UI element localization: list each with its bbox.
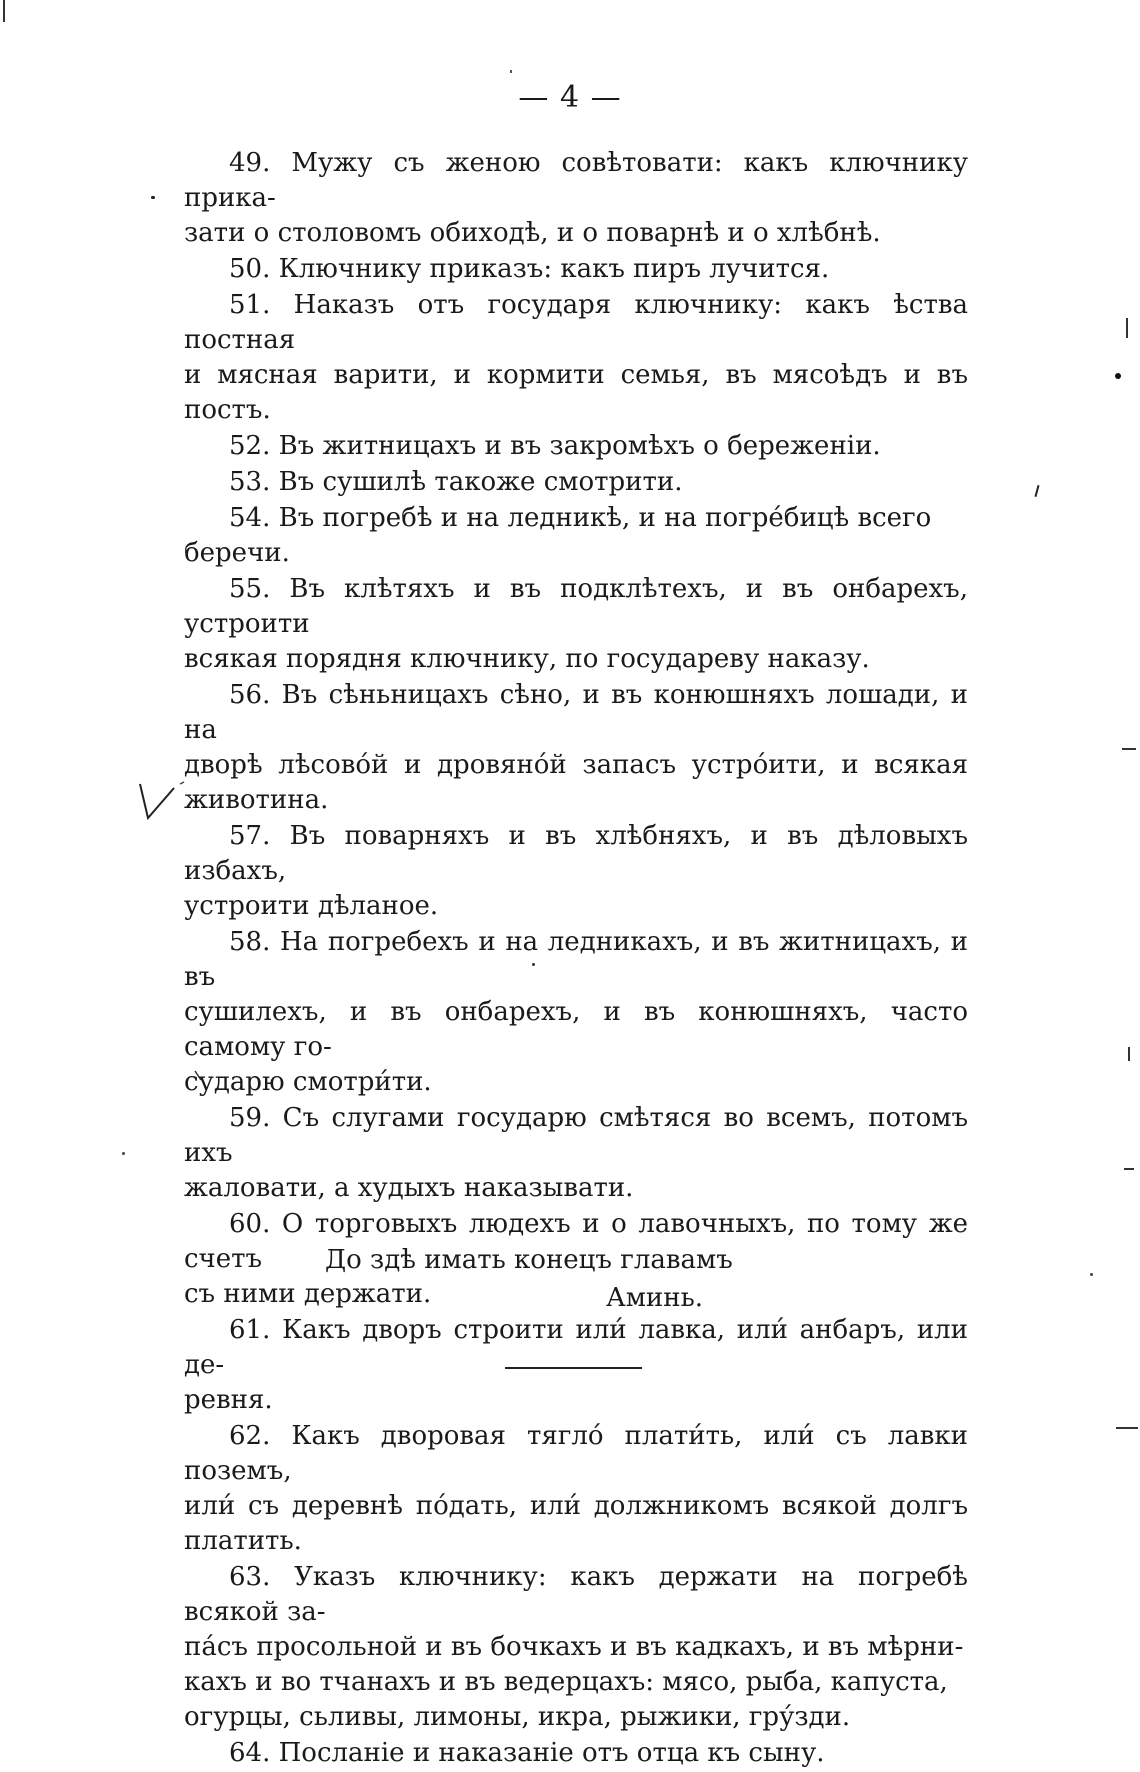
scan-edge-mark	[1124, 1168, 1134, 1170]
entry-first-line: 64. Посланіе и наказаніе отъ отца къ сыну.	[229, 1738, 825, 1768]
entry-first-line: 53. Въ сушилѣ такоже смотрити.	[229, 467, 683, 497]
entry-line: дворѣ лѣсово́й и дровяно́й запасъ устро́ити, и всякая животина.	[184, 750, 968, 815]
entry-line: кахъ и во тчанахъ и въ ведерцахъ: мясо, рыба, капуста,	[184, 1667, 948, 1697]
entry-line: жаловати, а худыхъ наказывати.	[184, 1173, 634, 1203]
entry-first-line: 49. Мужу съ женою совѣтовати: какъ ключнику прика-	[184, 148, 968, 213]
toc-entry	[184, 252, 968, 287]
entry-line: всякая порядня ключнику, по государеву наказу.	[184, 644, 870, 674]
entry-first-line: 54. Въ погребѣ и на ледникѣ, и на погре́бицѣ всего	[229, 503, 932, 533]
entry-first-line: 60. О торговыхъ людехъ и о лавочныхъ, по тому же счетъ	[184, 1209, 968, 1274]
entry-first-line: 52. Въ житницахъ и въ закромѣхъ о береженіи.	[229, 431, 881, 461]
entry-line: сударю смотри́ти.	[184, 1067, 432, 1097]
entry-line: па́съ просольной и въ бочкахъ и въ кадкахъ, и въ мѣрни-	[184, 1632, 964, 1662]
speck	[151, 196, 155, 199]
toc-entry	[184, 1560, 968, 1735]
entry-line: и мясная варити, и кормити семья, въ мясоѣдъ и въ постъ.	[184, 360, 968, 425]
toc-entry	[184, 465, 968, 500]
toc-entry	[184, 678, 968, 818]
toc-entry	[184, 1419, 968, 1559]
toc-entry	[184, 146, 968, 251]
entry-first-line: 61. Какъ дворъ строити или́ лавка, или́ анбаръ, или де-	[184, 1315, 968, 1380]
toc-entry	[184, 572, 968, 677]
scan-edge-mark	[1122, 748, 1136, 750]
entry-line: съ ними держати.	[184, 1279, 432, 1309]
entry-first-line: 62. Какъ дворовая тягло́ плати́ть, или́ съ лавки поземъ,	[184, 1421, 968, 1486]
entry-line: огурцы, сьливы, лимоны, икра, рыжики, гру́зди.	[184, 1702, 851, 1732]
scan-edge-mark	[3, 0, 5, 22]
entry-first-line: 56. Въ сѣньницахъ сѣно, и въ конюшняхъ лошади, и на	[184, 680, 968, 745]
entry-line: сушилехъ, и въ онбарехъ, и въ конюшняхъ, часто самому го-	[184, 997, 968, 1062]
speck	[1115, 373, 1121, 379]
entry-first-line: 50. Ключнику приказъ: какъ пиръ лучится.	[229, 254, 830, 284]
entry-line: или́ съ деревнѣ по́дать, или́ должникомъ всякой долгъ платить.	[184, 1491, 968, 1556]
toc-entry	[184, 1101, 968, 1206]
end-rule	[505, 1367, 642, 1369]
speck	[1034, 485, 1039, 497]
toc-entry	[184, 1736, 968, 1771]
toc-entry	[184, 819, 968, 924]
entry-line: беречи.	[184, 538, 290, 568]
toc-entry	[184, 501, 968, 571]
scan-edge-mark	[1116, 1427, 1138, 1429]
entry-line: устроити дѣланое.	[184, 891, 439, 921]
toc-entry	[184, 288, 968, 428]
table-of-contents	[184, 146, 968, 1772]
entry-first-line: 58. На погребехъ и на ледникахъ, и въ житницахъ, и въ	[184, 927, 968, 992]
entry-line: ревня.	[184, 1385, 273, 1415]
entry-first-line: 63. Указъ ключнику: какъ держати на погребѣ всякой за-	[184, 1562, 968, 1627]
scan-edge-mark	[1128, 1047, 1130, 1061]
page-number: — 4 —	[518, 80, 622, 115]
toc-entry	[184, 925, 968, 1100]
toc-entry	[184, 1313, 968, 1418]
entry-first-line: 57. Въ поварняхъ и въ хлѣбняхъ, и въ дѣловыхъ избахъ,	[184, 821, 968, 886]
speck	[122, 1152, 125, 1155]
speck	[1090, 1273, 1093, 1276]
entry-first-line: 55. Въ клѣтяхъ и въ подклѣтехъ, и въ онбарехъ, устроити	[184, 574, 968, 639]
entry-first-line: 51. Наказъ отъ государя ключнику: какъ ѣства постная	[184, 290, 968, 355]
entry-line: зати о столовомъ обиходѣ, и о поварнѣ и о хлѣбнѣ.	[184, 218, 881, 248]
closing-line-2: Аминь.	[606, 1283, 703, 1313]
entry-first-line: 59. Съ слугами государю смѣтяся во всемъ, потомъ ихъ	[184, 1103, 968, 1168]
speck	[510, 70, 512, 73]
scan-edge-mark	[1126, 318, 1128, 338]
closing-line-1: До здѣ имать конецъ главамъ	[325, 1245, 733, 1275]
toc-entry	[184, 429, 968, 464]
